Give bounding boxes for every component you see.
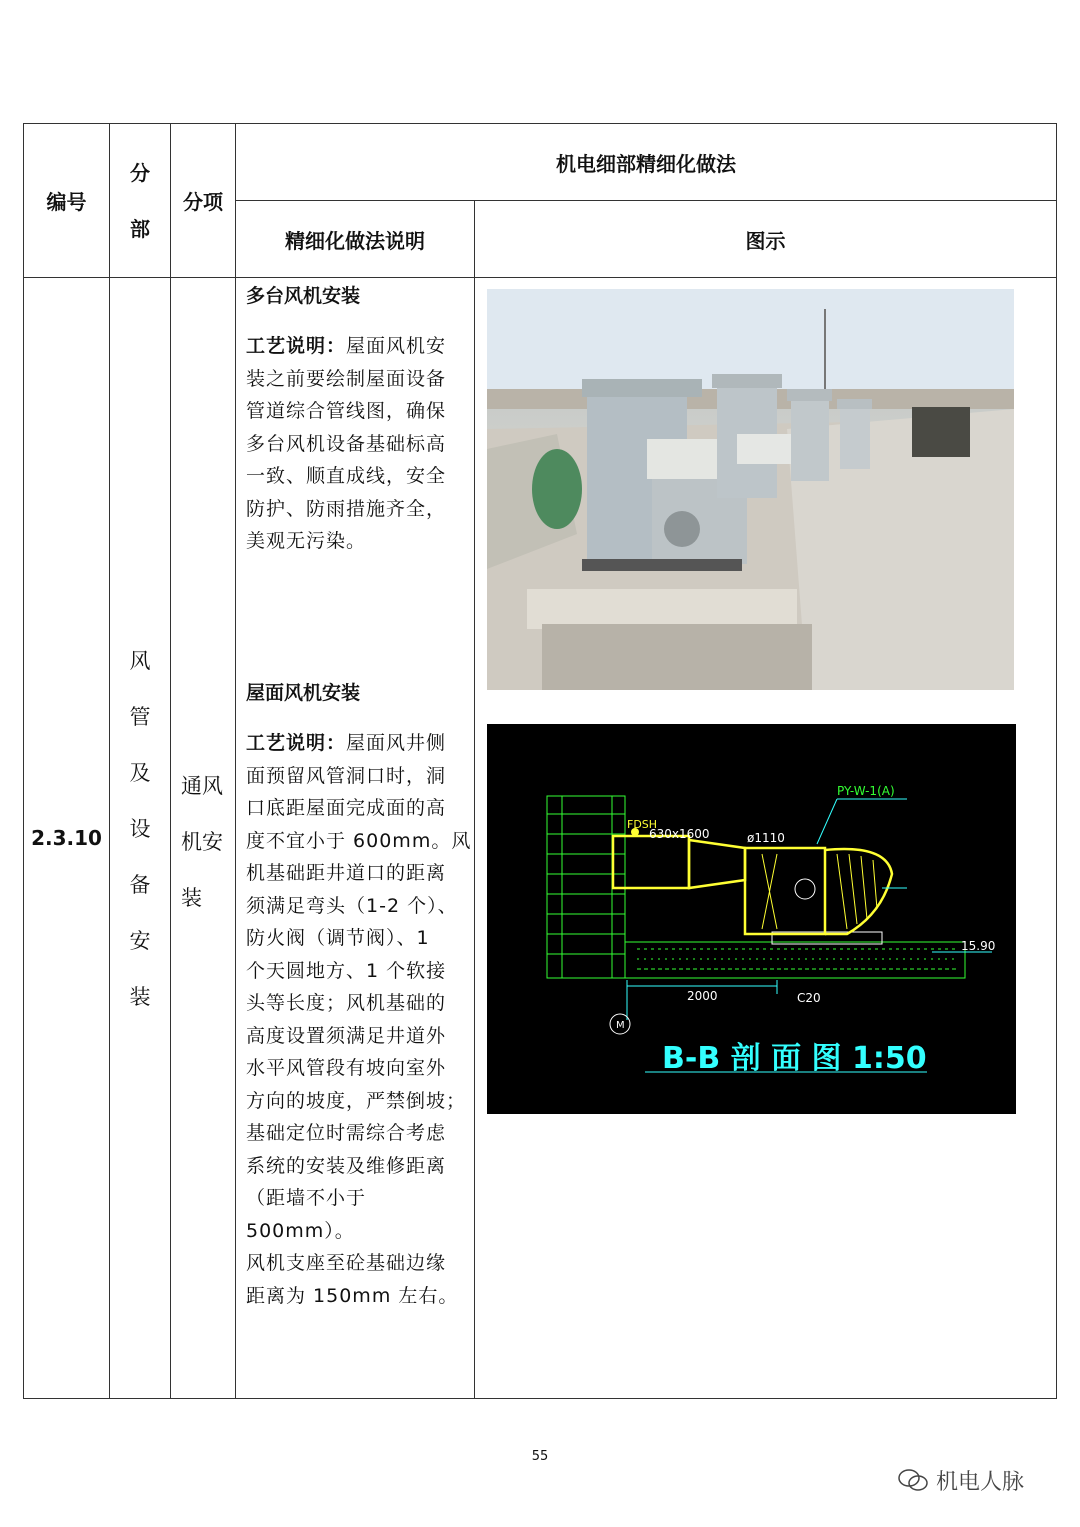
section1-line: 一致、顺直成线，安全	[246, 465, 447, 487]
drawing-axis: M	[616, 1020, 625, 1031]
section2-line: 系统的安装及维修距离	[246, 1154, 447, 1177]
drawing-concrete: C20	[797, 991, 821, 1005]
watermark-text: 机电人脉	[936, 1469, 1025, 1495]
header-group-title: 机电细部精细化做法	[556, 151, 736, 176]
header-subitem: 分项	[183, 190, 223, 214]
subitem-line: 装	[181, 886, 202, 910]
section1-line: 多台风机设备基础标高	[246, 432, 447, 455]
section2-line: 个天圆地方、1 个软接	[246, 959, 447, 982]
watermark	[898, 1462, 1058, 1498]
rooftop-fans-photo	[487, 289, 1014, 690]
section1-line: 管道综合管线图，确保	[246, 400, 447, 422]
section2-label: 工艺说明：	[246, 732, 347, 754]
header-division	[110, 145, 170, 265]
table-header-bottom	[23, 277, 1057, 278]
row-code: 2.3.10	[31, 826, 102, 850]
section2-line: 头等长度；风机基础的	[246, 992, 447, 1014]
drawing-fdsh: FDSH	[627, 818, 658, 831]
section2-line: 度不宜小于 600mm。风	[246, 829, 472, 852]
division-char: 装	[129, 985, 151, 1009]
cad-section-view	[487, 724, 1016, 1114]
section2-line: 高度设置须满足井道外	[246, 1024, 447, 1047]
header-division-char: 分	[130, 161, 150, 185]
drawing-title: B-B 剖 面 图 1:50	[662, 1041, 927, 1076]
row-division	[110, 633, 170, 1025]
col-divider-4	[474, 200, 475, 1399]
division-char: 安	[129, 929, 151, 953]
wechat-icon	[898, 1469, 928, 1491]
header-division-char: 部	[130, 217, 150, 241]
header-description: 精细化做法说明	[285, 228, 425, 253]
subitem-line: 机安	[181, 830, 223, 854]
section2	[246, 679, 472, 1312]
section2-line: 方向的坡度，严禁倒坡；	[246, 1089, 467, 1112]
section2-line: （距墙不小于 500mm）。	[246, 1187, 367, 1242]
section2-line: 口底距屋面完成面的高	[246, 797, 447, 819]
drawing-tag: PY-W-1(A)	[837, 784, 895, 798]
drawing-dimension: 2000	[687, 989, 718, 1003]
col-divider-3	[235, 123, 236, 1399]
section2-line: 风机支座至砼基础边缘	[246, 1252, 447, 1274]
section2-line: 基础定位时需综合考虑	[246, 1122, 447, 1144]
division-char: 设	[129, 817, 151, 841]
table-border-bottom	[23, 1398, 1057, 1399]
section1-body	[246, 330, 472, 558]
division-char: 及	[129, 761, 151, 785]
division-char: 管	[129, 705, 151, 729]
section1-line: 美观无污染。	[246, 530, 367, 552]
section2-line: 距离为 150mm 左右。	[246, 1284, 459, 1307]
section2-line: 须满足弯头（1-2 个）、	[246, 894, 458, 917]
drawing-diameter: ø1110	[747, 831, 785, 845]
page-number: 55	[531, 1448, 549, 1464]
duct-outline	[613, 836, 892, 934]
section2-line: 机基础距井道口的距离	[246, 862, 447, 884]
section2-line: 水平风管段有坡向室外	[246, 1057, 447, 1079]
drawing-duct-size: 630x1600	[649, 827, 710, 841]
rooftop-fans-illustration	[487, 289, 1014, 690]
table-border-right	[1056, 123, 1057, 1399]
division-char: 备	[129, 873, 151, 897]
fan-blades	[762, 854, 877, 929]
section1-line: 装之前要绘制屋面设备	[246, 367, 447, 390]
section1-label: 工艺说明：	[246, 335, 347, 357]
section1-title: 多台风机安装	[246, 285, 361, 307]
section1-line: 防护、防雨措施齐全，	[246, 497, 447, 520]
section2-body	[246, 727, 472, 1312]
section1	[246, 282, 472, 558]
section2-line: 防火阀（调节阀）、1	[246, 927, 430, 949]
division-char: 风	[129, 649, 151, 673]
subitem-line: 通风	[181, 774, 223, 798]
row-subitem	[171, 758, 235, 926]
section2-line: 屋面风井侧	[346, 732, 447, 754]
slab-hatch	[637, 949, 957, 969]
drawing-elevation: 15.90	[961, 939, 996, 953]
header-figure: 图示	[745, 228, 786, 253]
section2-line: 面预留风管洞口时，洞	[246, 764, 447, 787]
section1-line: 屋面风机安	[346, 335, 447, 357]
section2-title: 屋面风机安装	[246, 682, 361, 704]
section-drawing	[487, 724, 1016, 1114]
header-code: 编号	[46, 190, 87, 214]
